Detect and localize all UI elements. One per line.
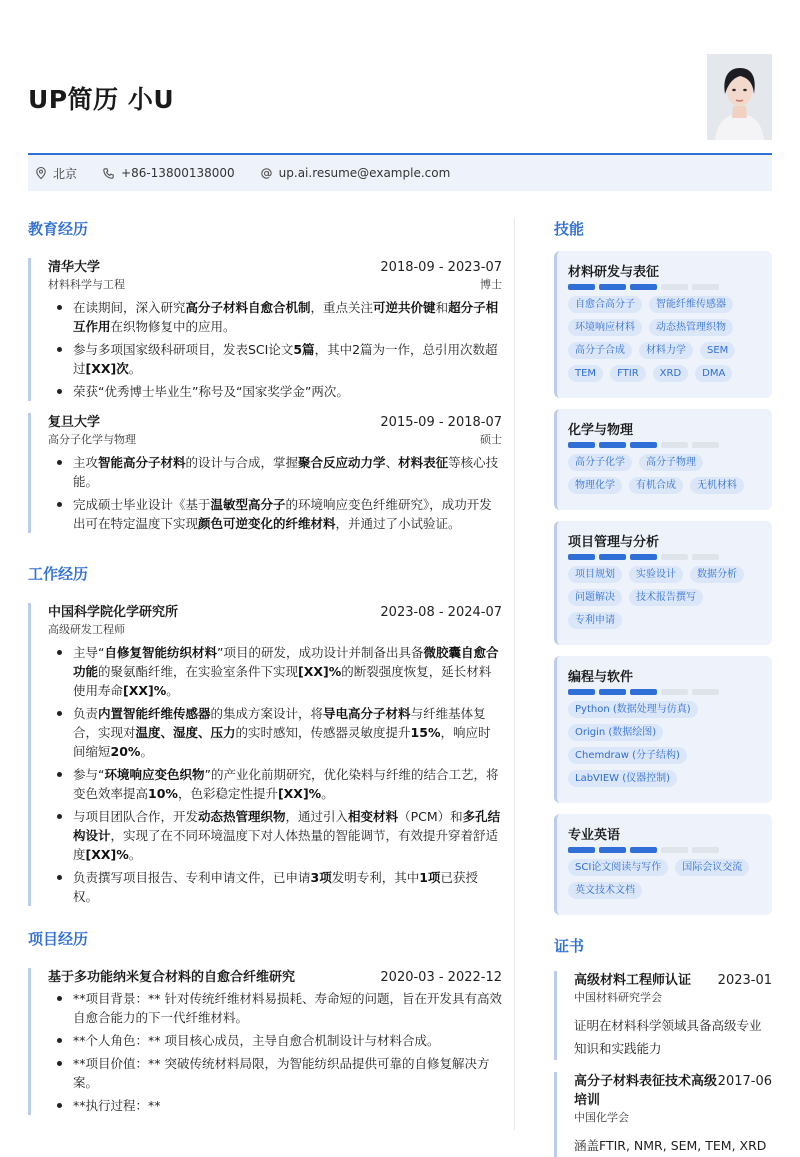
level-segment bbox=[692, 689, 719, 695]
education-list bbox=[28, 258, 502, 533]
cert-header bbox=[574, 1072, 772, 1110]
skill-tag: DMA bbox=[695, 365, 732, 382]
level-segment bbox=[599, 689, 626, 695]
bullet-item: **项目价值：** 突破传统材料局限，为智能纺织品提供可靠的自修复解决方案。 bbox=[48, 1054, 502, 1092]
resume-header bbox=[28, 0, 772, 152]
cert-issuer: 中国材料研究学会 bbox=[574, 991, 662, 1004]
work-list bbox=[28, 603, 502, 906]
skill-tags bbox=[568, 296, 760, 388]
cert-list bbox=[554, 971, 772, 1157]
skill-tag: 智能纤维传感器 bbox=[649, 296, 733, 313]
skill-tag: 物理化学 bbox=[568, 477, 622, 494]
skill-tag: 无机材料 bbox=[690, 477, 744, 494]
level-segment bbox=[692, 442, 719, 448]
skill-tag: SCI论文阅读与写作 bbox=[568, 859, 668, 876]
cert-name: 高分子材料表征技术高级培训 bbox=[574, 1074, 718, 1108]
entry-subheader bbox=[48, 277, 502, 293]
skill-list bbox=[554, 251, 772, 915]
phone-icon bbox=[103, 168, 114, 179]
skill-title: 化学与物理 bbox=[568, 423, 634, 438]
date-range: 2015-09 - 2018-07 bbox=[380, 415, 502, 430]
cert-description: 涵盖FTIR, NMR, SEM, TEM, XRD bbox=[574, 1138, 767, 1153]
bullet-list bbox=[48, 453, 502, 533]
bullet-item: 参与“环境响应变色织物”的产业化前期研究，优化染料与纤维的结合工艺，将变色效率提高10%，色彩稳定性提升[XX]%。 bbox=[48, 765, 502, 803]
skills-title: 技能 bbox=[554, 220, 585, 238]
main-column bbox=[28, 218, 502, 1119]
skill-tag: 高分子化学 bbox=[568, 454, 632, 471]
skill-tag: Chemdraw (分子结构) bbox=[568, 747, 687, 764]
bullet-item: 完成硕士毕业设计《基于温敏型高分子的环境响应变色纤维研究》，成功开发出可在特定温度下实现颜色可逆变化的纤维材料，并通过了小试验证。 bbox=[48, 495, 502, 533]
bullet-item: **个人角色：** 项目核心成员，主导自愈合机制设计与材料合成。 bbox=[48, 1031, 502, 1050]
project-name: 基于多功能纳米复合材料的自愈合纤维研究 bbox=[48, 970, 296, 985]
education-entry bbox=[28, 413, 502, 533]
skill-level-bar bbox=[568, 689, 760, 695]
school-name: 清华大学 bbox=[48, 260, 101, 275]
skill-title: 专业英语 bbox=[568, 828, 621, 843]
level-segment bbox=[661, 554, 688, 560]
level-segment bbox=[692, 554, 719, 560]
skill-tag: 环境响应材料 bbox=[568, 319, 642, 336]
level-segment bbox=[661, 847, 688, 853]
major: 高分子化学与物理 bbox=[48, 433, 136, 446]
bullet-item: **项目背景：** 针对传统纤维材料易损耗、寿命短的问题，旨在开发具有高效自愈合能力的下一代纤维材料。 bbox=[48, 989, 502, 1027]
cert-issuer: 中国化学会 bbox=[574, 1111, 629, 1124]
cert-entry bbox=[554, 1072, 772, 1157]
level-segment bbox=[568, 689, 595, 695]
bullet-item: 负责内置智能纤维传感器的集成方案设计，将导电高分子材料与纤维基体复合，实现对温度、湿度、压力的实时感知，传感器灵敏度提升15%，响应时间缩短20%。 bbox=[48, 704, 502, 761]
skill-tags bbox=[568, 859, 760, 905]
bullet-item: 在读期间，深入研究高分子材料自愈合机制，重点关注可逆共价键和超分子相互作用在织物修复中的应用。 bbox=[48, 298, 502, 336]
level-segment bbox=[568, 847, 595, 853]
level-segment bbox=[692, 847, 719, 853]
skill-card bbox=[554, 251, 772, 398]
cert-description: 证明在材料科学领域具备高级专业知识和实践能力 bbox=[574, 1018, 762, 1056]
level-segment bbox=[599, 284, 626, 290]
skill-tag: XRD bbox=[653, 365, 689, 382]
skill-tag: 动态热管理织物 bbox=[649, 319, 733, 336]
skill-tag: 技术报告撰写 bbox=[629, 589, 703, 606]
side-column bbox=[554, 218, 772, 1157]
skill-card bbox=[554, 814, 772, 915]
degree: 博士 bbox=[480, 278, 502, 291]
project-entry bbox=[28, 968, 502, 1115]
cert-entry bbox=[554, 971, 772, 1060]
major: 材料科学与工程 bbox=[48, 278, 125, 291]
skill-tag: Origin (数据绘图) bbox=[568, 724, 663, 741]
bullet-item: 负责撰写项目报告、专利申请文件，已申请3项发明专利，其中1项已获授权。 bbox=[48, 868, 502, 906]
bullet-list bbox=[48, 643, 502, 906]
skill-tag: 国际会议交流 bbox=[675, 859, 749, 876]
skill-title: 编程与软件 bbox=[568, 670, 634, 685]
location-pin-icon bbox=[36, 167, 46, 179]
bullet-item: 与项目团队合作，开发动态热管理织物，通过引入相变材料（PCM）和多孔结构设计，实现了在不同环境温度下对人体热量的智能调节，有效提升穿着舒适度[XX]%。 bbox=[48, 807, 502, 864]
school-name: 复旦大学 bbox=[48, 415, 101, 430]
skill-tag: 自愈合高分子 bbox=[568, 296, 642, 313]
entry-header bbox=[48, 968, 502, 987]
skill-tag: SEM bbox=[700, 342, 735, 359]
project-list bbox=[28, 968, 502, 1115]
level-segment bbox=[630, 284, 657, 290]
degree: 硕士 bbox=[480, 433, 502, 446]
entry-subheader bbox=[48, 432, 502, 448]
skill-tag: 高分子合成 bbox=[568, 342, 632, 359]
skill-tags bbox=[568, 701, 760, 793]
bullet-item: 主导“自修复智能纺织材料”项目的研发，成功设计并制备出具备微胶囊自愈合功能的聚氨酯纤维，在实验室条件下实现[XX]%的断裂强度恢复，延长材料使用寿命[XX]%。 bbox=[48, 643, 502, 700]
entry-header bbox=[48, 603, 502, 622]
contact-email: up.ai.resume@example.com bbox=[261, 166, 451, 180]
cert-date: 2023-01 bbox=[717, 973, 772, 988]
level-segment bbox=[630, 554, 657, 560]
skill-tag: 有机合成 bbox=[629, 477, 683, 494]
at-sign-icon bbox=[261, 168, 272, 179]
cert-date: 2017-06 bbox=[717, 1074, 772, 1089]
skill-level-bar bbox=[568, 442, 760, 448]
skill-tag: 英文技术文档 bbox=[568, 882, 642, 899]
skill-card bbox=[554, 521, 772, 645]
skill-title: 项目管理与分析 bbox=[568, 535, 660, 550]
bullet-list bbox=[48, 298, 502, 401]
skill-tag: Python (数据处理与仿真) bbox=[568, 701, 698, 718]
skill-level-bar bbox=[568, 847, 760, 853]
entry-subheader bbox=[48, 622, 502, 638]
work-title: 工作经历 bbox=[28, 565, 89, 583]
level-segment bbox=[599, 847, 626, 853]
contact-phone: +86-13800138000 bbox=[103, 166, 235, 180]
level-segment bbox=[568, 554, 595, 560]
certs-title: 证书 bbox=[554, 937, 585, 955]
bullet-item: 参与多项国家级科研项目，发表SCI论文5篇，其中2篇为一作，总引用次数超过[XX]次。 bbox=[48, 340, 502, 378]
education-entry bbox=[28, 258, 502, 401]
skill-level-bar bbox=[568, 284, 760, 290]
skill-tags bbox=[568, 566, 760, 635]
skill-tag: 高分子物理 bbox=[639, 454, 703, 471]
contact-location: 北京 bbox=[36, 165, 77, 182]
skill-tag: TEM bbox=[568, 365, 603, 382]
work-entry bbox=[28, 603, 502, 906]
company-name: 中国科学院化学研究所 bbox=[48, 605, 179, 620]
date-range: 2018-09 - 2023-07 bbox=[380, 260, 502, 275]
level-segment bbox=[661, 442, 688, 448]
level-segment bbox=[661, 689, 688, 695]
education-title: 教育经历 bbox=[28, 220, 89, 238]
cert-name: 高级材料工程师认证 bbox=[574, 973, 692, 988]
level-segment bbox=[630, 689, 657, 695]
skill-tag: 数据分析 bbox=[690, 566, 744, 583]
skill-tags bbox=[568, 454, 760, 500]
entry-header bbox=[48, 413, 502, 432]
level-segment bbox=[599, 442, 626, 448]
level-segment bbox=[630, 847, 657, 853]
skill-card bbox=[554, 656, 772, 803]
contact-bar bbox=[28, 153, 772, 191]
level-segment bbox=[661, 284, 688, 290]
job-title: 高级研发工程师 bbox=[48, 623, 125, 636]
skill-tag: 项目规划 bbox=[568, 566, 622, 583]
column-divider bbox=[514, 218, 515, 1130]
skill-tag: 问题解决 bbox=[568, 589, 622, 606]
projects-title: 项目经历 bbox=[28, 930, 89, 948]
bullet-item: 主攻智能高分子材料的设计与合成，掌握聚合反应动力学、材料表征等核心技能。 bbox=[48, 453, 502, 491]
level-segment bbox=[599, 554, 626, 560]
date-range: 2020-03 - 2022-12 bbox=[380, 970, 502, 985]
bullet-list bbox=[48, 989, 502, 1115]
resume-name: UP简历 小U bbox=[28, 85, 175, 114]
bullet-item: **执行过程：** bbox=[48, 1096, 502, 1115]
skill-tag: 材料力学 bbox=[639, 342, 693, 359]
skill-tag: 实验设计 bbox=[629, 566, 683, 583]
skill-tag: 专利申请 bbox=[568, 612, 622, 629]
cert-header bbox=[574, 971, 772, 990]
skill-level-bar bbox=[568, 554, 760, 560]
skill-tag: LabVIEW (仪器控制) bbox=[568, 770, 677, 787]
skill-card bbox=[554, 409, 772, 510]
level-segment bbox=[568, 442, 595, 448]
level-segment bbox=[692, 284, 719, 290]
skill-title: 材料研发与表征 bbox=[568, 265, 660, 280]
level-segment bbox=[630, 442, 657, 448]
date-range: 2023-08 - 2024-07 bbox=[380, 605, 502, 620]
profile-photo bbox=[707, 54, 772, 140]
bullet-item: 荣获“优秀博士毕业生”称号及“国家奖学金”两次。 bbox=[48, 382, 502, 401]
skill-tag: FTIR bbox=[610, 365, 646, 382]
entry-header bbox=[48, 258, 502, 277]
level-segment bbox=[568, 284, 595, 290]
